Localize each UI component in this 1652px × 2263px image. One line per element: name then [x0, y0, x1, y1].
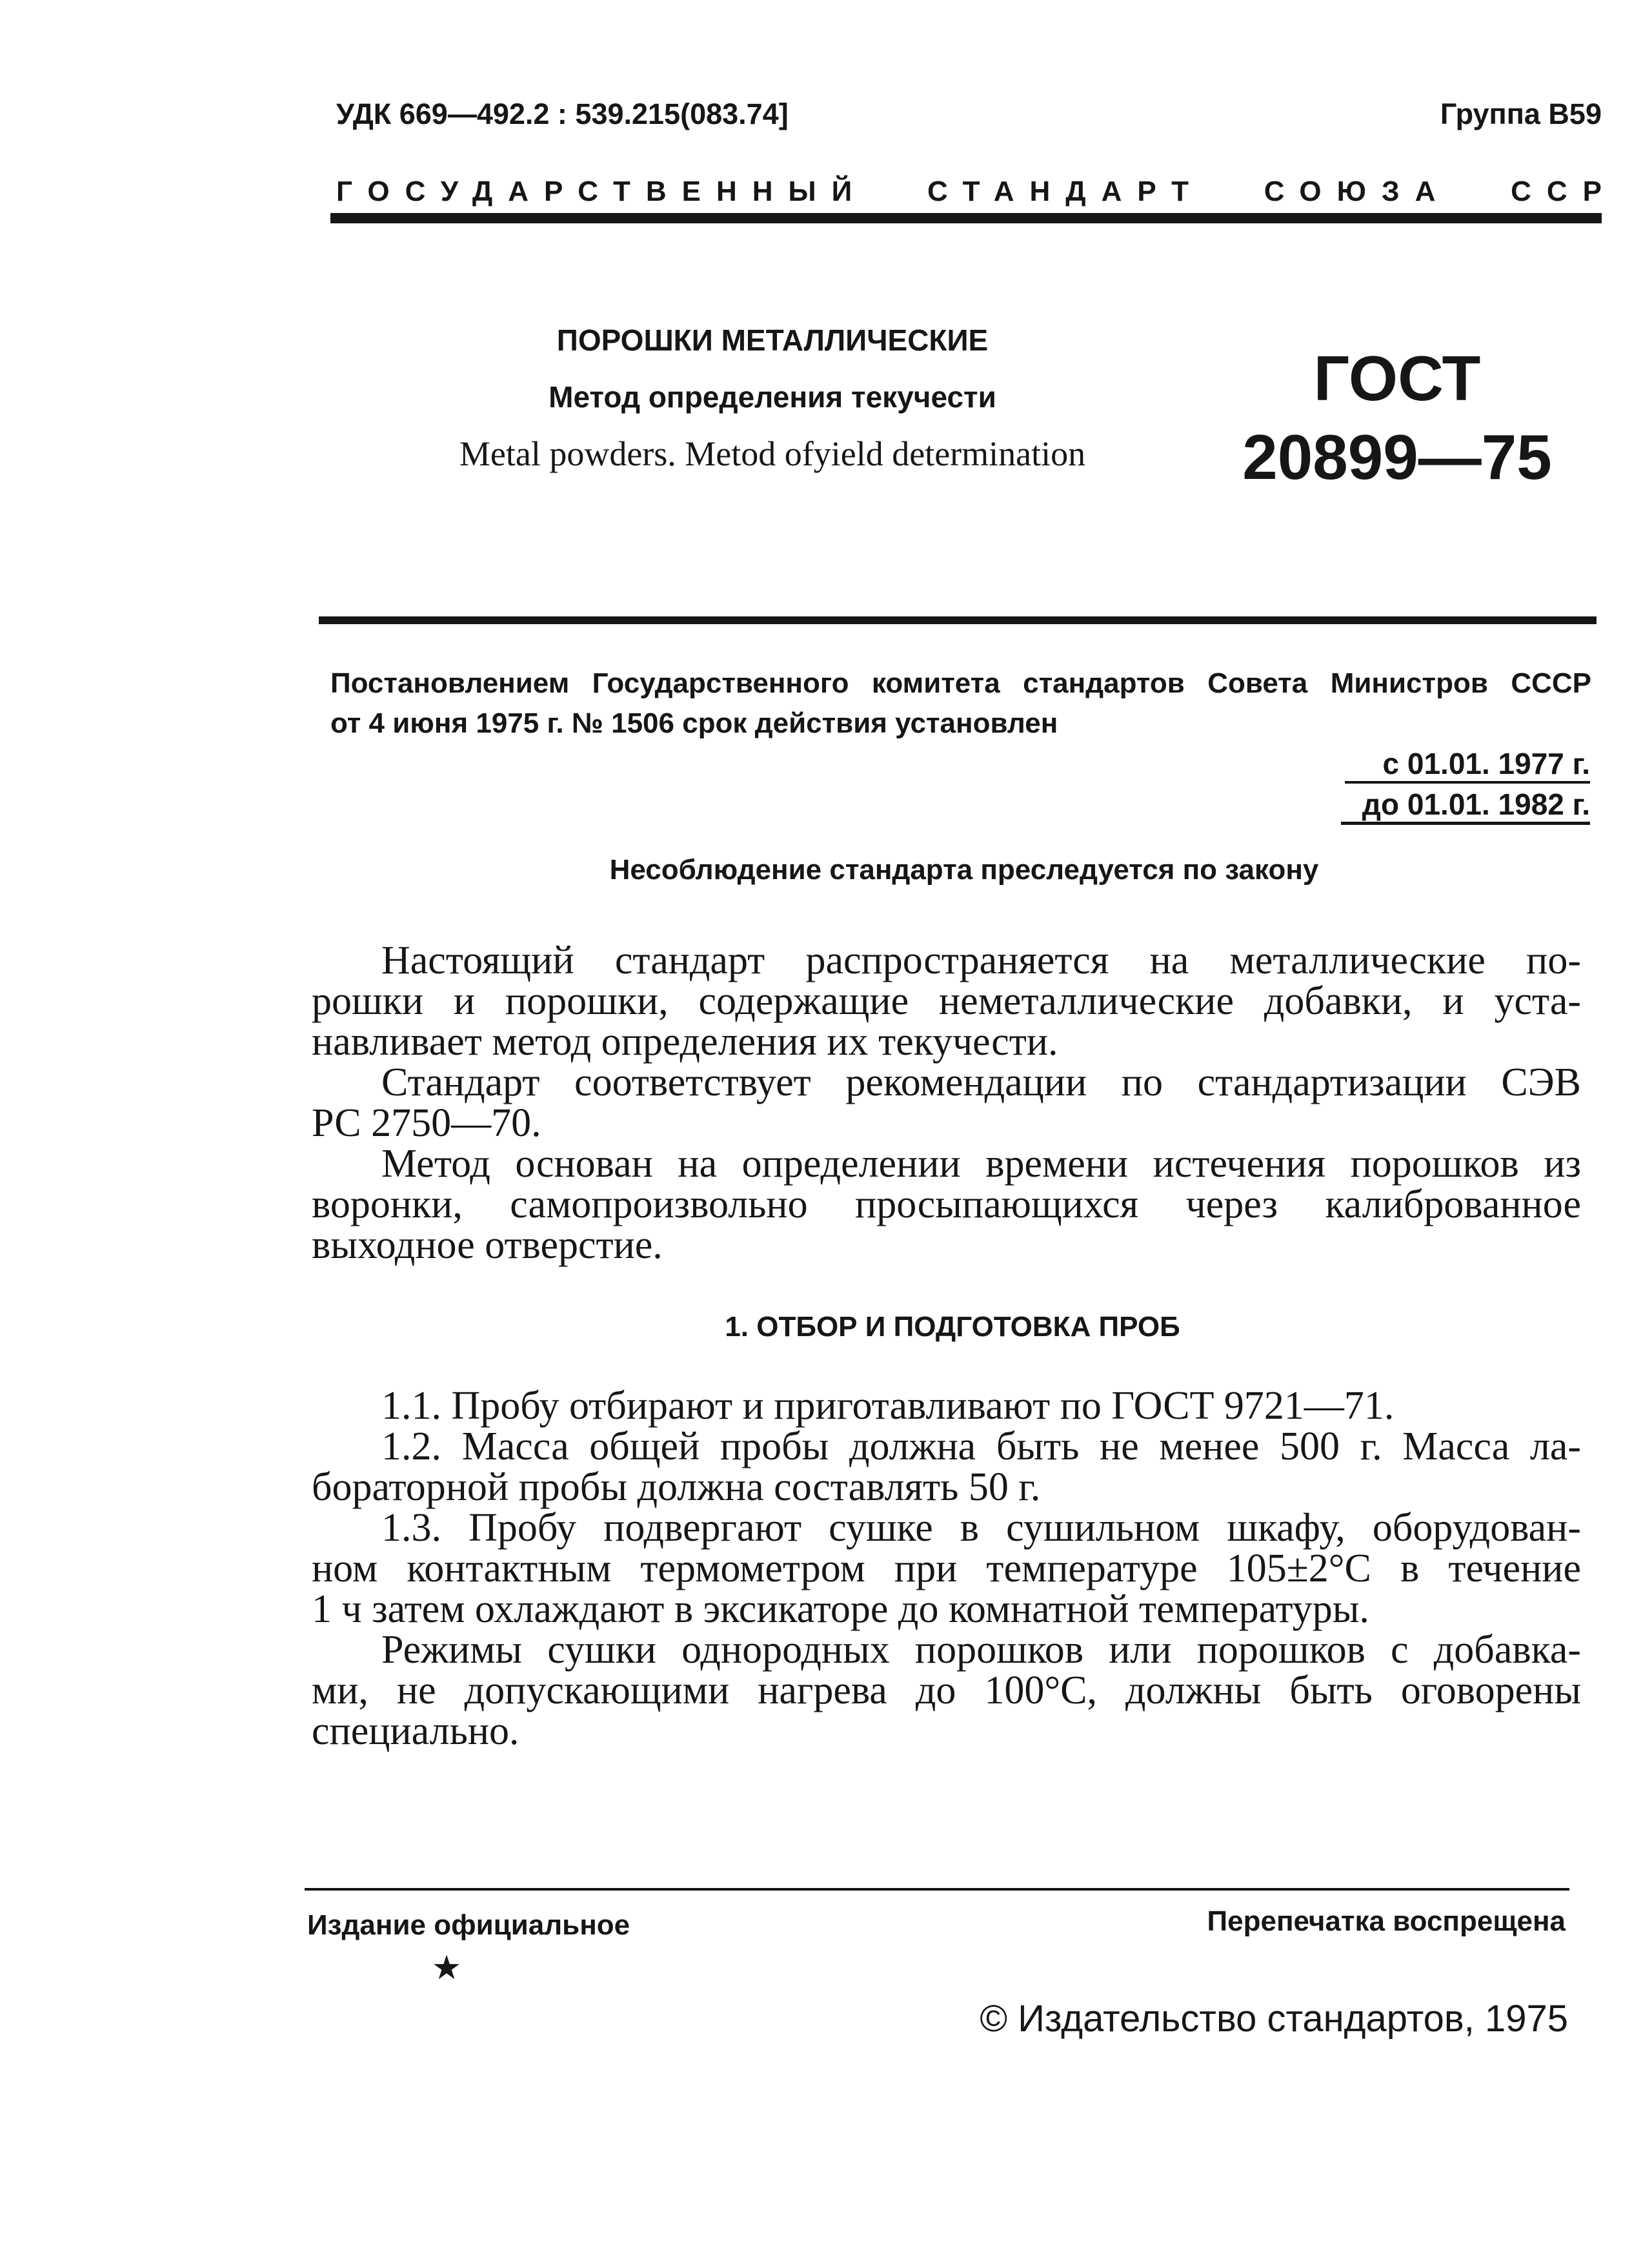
star-icon: ★: [431, 1949, 462, 1987]
text-line: 1 ч затем охлаждают в эксикаторе до комнатной температуры.: [312, 1587, 1369, 1631]
title-thick-rule: [319, 616, 1597, 624]
header-thick-rule: [330, 213, 1602, 223]
state-standard-banner: ГОСУДАРСТВЕННЫЙ СТАНДАРТ СОЮЗА ССР: [336, 176, 1617, 207]
text-line: специально.: [312, 1709, 519, 1753]
text-line: ми, не допускающими нагрева до 100°С, должны быть оговорены: [312, 1669, 1581, 1712]
text-line: выходное отверстие.: [312, 1223, 663, 1267]
text-line: рошки и порошки, содержащие неметаллические добавки, и уста-: [312, 979, 1581, 1023]
official-edition-label: Издание официальное: [307, 1909, 630, 1941]
text-line: воронки, самопроизвольно просыпающихся через калиброванное: [312, 1182, 1581, 1226]
text-line: Стандарт соответствует рекомендации по стандартизации СЭВ: [381, 1060, 1581, 1104]
document-title-en: Metal powders. Metod ofyield determination: [459, 434, 1086, 473]
document-title-ru: ПОРОШКИ МЕТАЛЛИЧЕСКИЕ: [556, 323, 989, 357]
text-line: бораторной пробы должна составлять 50 г.: [312, 1465, 1041, 1509]
text-line: навливает метод определения их текучести.: [312, 1020, 1058, 1064]
text-line: Режимы сушки однородных порошков или порошков с добавка-: [381, 1628, 1581, 1672]
text-line: ном контактным термометром при температуре 105±2°С в течение: [312, 1547, 1581, 1590]
validity-end-underline: [1341, 822, 1590, 825]
group-code: Группа В59: [1440, 97, 1602, 130]
decree-line: Постановлением Государственного комитета стандартов Совета Министров СССР: [330, 667, 1591, 699]
validity-end-date: до 01.01. 1982 г.: [1362, 787, 1590, 821]
standard-label: ГОСТ: [1313, 343, 1481, 414]
validity-start-date: с 01.01. 1977 г.: [1382, 747, 1590, 780]
text-line: Настоящий стандарт распространяется на металлические по-: [381, 939, 1581, 982]
text-line: 1.1. Пробу отбирают и приготавливают по ГОСТ 9721—71.: [381, 1384, 1395, 1428]
publisher-copyright: © Издательство стандартов, 1975: [980, 1998, 1568, 2040]
text-line: 1.3. Пробу подвергают сушке в сушильном шкафу, оборудован-: [381, 1506, 1581, 1550]
reprint-prohibited-label: Перепечатка воспрещена: [1207, 1905, 1566, 1937]
text-line: РС 2750—70.: [312, 1101, 541, 1145]
footer-rule: [305, 1888, 1569, 1891]
section-heading: 1. ОТБОР И ПОДГОТОВКА ПРОБ: [725, 1311, 1180, 1343]
validity-start-underline: [1345, 781, 1590, 784]
text-line: Метод основан на определении времени истечения порошков из: [381, 1142, 1581, 1186]
legal-notice: Несоблюдение стандарта преследуется по закону: [609, 854, 1319, 886]
document-subtitle-ru: Метод определения текучести: [549, 380, 996, 414]
text-line: 1.2. Масса общей пробы должна быть не менее 500 г. Масса ла-: [381, 1425, 1581, 1468]
section-1-text: [312, 1386, 1581, 1752]
udc-code: УДК 669—492.2 : 539.215(083.74]: [336, 97, 789, 130]
decree-line: от 4 июня 1975 г. № 1506 срок действия установлен: [330, 707, 1058, 739]
intro-text: [312, 940, 1581, 1266]
standard-number: 20899—75: [1242, 421, 1552, 492]
